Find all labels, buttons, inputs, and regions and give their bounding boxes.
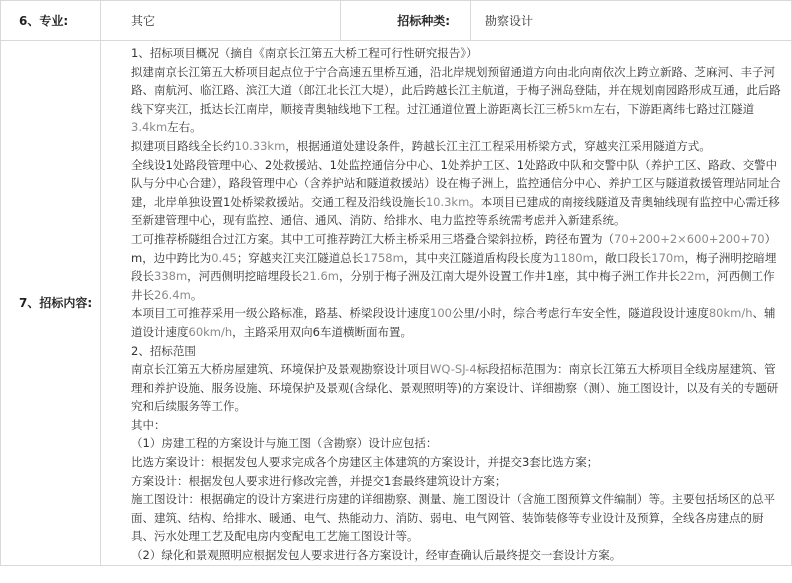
highlighted-figure: 21.6m xyxy=(302,269,339,284)
content-paragraph xyxy=(131,230,783,304)
highlighted-figure: 80km/h xyxy=(708,306,753,321)
content-paragraph xyxy=(131,546,783,565)
row-tender-content xyxy=(1,41,792,566)
highlighted-figure: 10.33km xyxy=(234,138,286,153)
paragraph-text: ，根据通道处建设条件，跨越长江主江工程采用桥梁方式，穿越夹江采用隧道方式。 xyxy=(285,138,711,153)
paragraph-text: 左右。 xyxy=(167,120,202,135)
paragraph-text: （2）绿化和景观照明应根据发包人要求进行各方案设计，经审查确认后最终提交一套设计方案。 xyxy=(131,548,622,563)
paragraph-text: ，其中夹江隧道盾构段长度为 xyxy=(403,250,554,265)
content-paragraph xyxy=(131,453,783,472)
paragraph-text: 其中： xyxy=(131,417,166,432)
highlighted-figure: 10.3km xyxy=(425,194,470,209)
highlighted-figure: 60km/h xyxy=(188,324,233,339)
paragraph-text: 拟建项目路线全长约 xyxy=(131,138,235,153)
row-specialty xyxy=(1,1,792,41)
highlighted-figure: 26.4m xyxy=(154,287,191,302)
highlighted-figure: 22m xyxy=(679,269,706,284)
content-paragraph xyxy=(131,137,783,156)
paragraph-text: ，敞口段长 xyxy=(593,250,652,265)
paragraph-text: 施工图设计：根据确定的设计方案进行房建的详细勘察、测量、施工图设计（含施工图预算文件编制）等。主要包括场区的总平面、建筑、结构、给排水、暖通、电气、热能动力、消防、弱电、电气网管、装饰装修等专业设计及预算，全线各房建点的厨具、污水处理工艺及配电房内变配电工艺施工图设计等。 xyxy=(131,492,775,544)
tender-content-body xyxy=(101,41,792,566)
content-paragraph xyxy=(131,434,783,453)
tender-type-label: 招标种类: xyxy=(341,1,471,41)
content-paragraph xyxy=(131,44,783,63)
paragraph-text: 南京长江第五大桥房屋建筑、环境保护及景观勘察设计项目 xyxy=(131,362,430,377)
content-paragraph xyxy=(131,416,783,435)
paragraph-text: 工可推荐桥隧组合过江方案。其中工可推荐跨江大桥主桥采用三塔叠合梁斜拉桥，跨径布置为（ xyxy=(131,231,614,246)
paragraph-text: 标段招标范围为：南京长江第五大桥项目全线房屋建筑、管理和养护设施、服务设施、环境保护及景观(含绿化、景观照明等)的方案设计、详细勘察（测）、施工图设计，以及有关的专题研究和后续服务等工作。 xyxy=(131,362,779,414)
paragraph-text: 2、招标范围 xyxy=(131,343,196,358)
paragraph-text: 。本项目已建成的南接线隧道及青奥轴线现有监控中心需迁移至新建管理中心，现有监控、通信、通风、消防、给排水、电力监控等系统需考虑并入新建系统。 xyxy=(131,194,780,228)
highlighted-figure: WQ-SJ-4 xyxy=(430,362,477,377)
highlighted-figure: 5km xyxy=(568,101,594,116)
paragraph-text: 比选方案设计：根据发包人要求完成各个房建区主体建筑的方案设计，并提交3套比选方案； xyxy=(131,455,599,470)
paragraph-text: 。 xyxy=(190,287,203,302)
paragraph-text: ，河西侧工作井长 xyxy=(131,269,775,302)
content-paragraph xyxy=(131,472,783,491)
content-paragraph xyxy=(131,63,783,137)
paragraph-text: 本项目工可推荐采用一级公路标准，路基、桥梁段设计速度 xyxy=(131,306,430,321)
content-paragraph xyxy=(131,304,783,341)
paragraph-text: ，梅子洲明挖暗埋段长 xyxy=(131,250,777,284)
paragraph-text: ）m，边中跨比为 xyxy=(131,231,777,265)
highlighted-figure: 0.45 xyxy=(211,250,237,265)
specialty-label: 6、专业: xyxy=(1,1,101,41)
paragraph-text: ，主路采用双向6车道横断面布置。 xyxy=(232,324,412,339)
paragraph-text: 公里/小时，综合考虑行车安全性，隧道段设计速度 xyxy=(451,306,709,321)
paragraph-text: 、辅道设计速度 xyxy=(131,306,776,339)
paragraph-text: （1）房建工程的方案设计与施工图（含勘察）设计应包括： xyxy=(131,436,438,451)
highlighted-figure: 1180m xyxy=(553,250,594,265)
specialty-value: 其它 xyxy=(101,1,341,41)
highlighted-figure: 70+200+2×600+200+70 xyxy=(614,231,765,246)
paragraph-text: 方案设计：根据发包人要求进行修改完善，并提交1套最终建筑设计方案； xyxy=(131,473,507,488)
highlighted-figure: 170m xyxy=(651,250,685,265)
paragraph-text: 拟建南京长江第五大桥项目起点位于宁合高速五里桥互通，沿北岸规划预留通道方向由北向南依次上跨立新路、芝麻河、丰子河路、南航河、临江路、滨江大道（郎江北长江大堤），此后跨越长江主航道，于梅子洲岛登陆，并在规划南园路形成互通，此后路线下穿夹江，抵达长江南岸，顺接青奥轴线地下工程。过江通道位置上游距离长江三桥 xyxy=(131,64,781,116)
paragraph-text: ；穿越夹江夹江隧道总长 xyxy=(236,250,364,265)
highlighted-figure: 3.4km xyxy=(131,120,168,135)
highlighted-figure: 100 xyxy=(430,306,452,321)
highlighted-figure: 338m xyxy=(154,269,188,284)
content-paragraph xyxy=(131,360,783,416)
content-paragraph xyxy=(131,156,783,230)
tender-content-label: 7、招标内容: xyxy=(1,41,101,566)
content-paragraph xyxy=(131,342,783,361)
paragraph-text: ，分别于梅子洲及江南大堤外设置工作井1座，其中梅子洲工作井长 xyxy=(338,269,680,284)
paragraph-text: 全线设1处路段管理中心、2处救援站、1处监控通信分中心、1处养护工区、1处路政中队和交警中队（养护工区、路政、交警中队与分中心合建），路段管理中心（含养护站和隧道救援站）设在梅子洲上，监控通信分中心、养护工区与隧道救援管理站同址合建，北岸单独设置1处桥梁救援站。交通工程及沿线设施长 xyxy=(131,157,781,209)
tender-type-value: 勘察设计 xyxy=(471,1,792,41)
paragraph-text: ，河西侧明挖暗埋段长 xyxy=(187,269,303,284)
highlighted-figure: 1758m xyxy=(363,250,404,265)
paragraph-text: 左右，下游距离纬七路过江隧道 xyxy=(593,101,755,116)
paragraph-text: 1、招标项目概况（摘自《南京长江第五大桥工程可行性研究报告》） xyxy=(131,46,478,60)
content-paragraph xyxy=(131,490,783,546)
